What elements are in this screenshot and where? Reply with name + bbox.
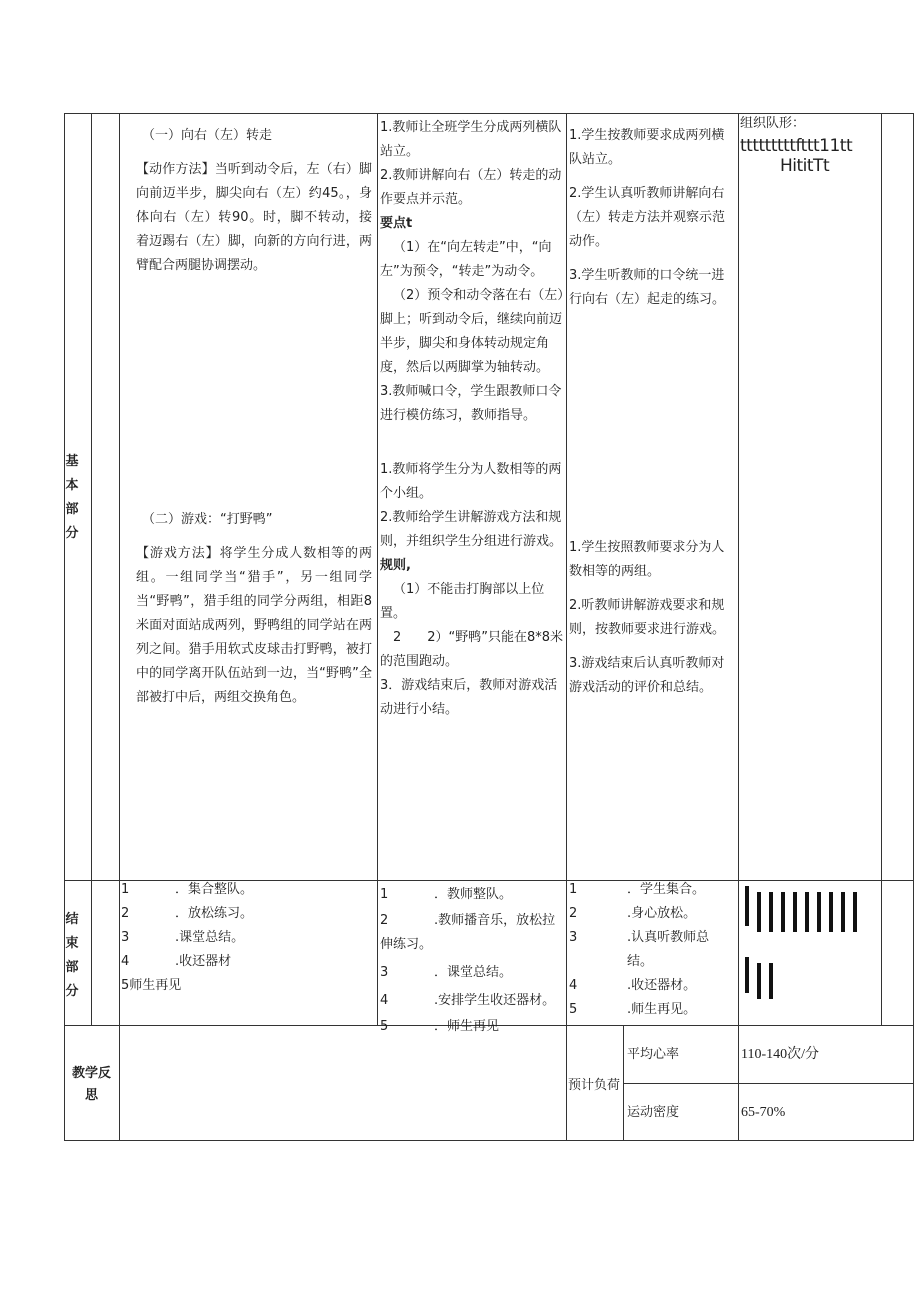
basic-student-2: 1.学生按照教师要求分为人数相等的两组。 2.听教师讲解游戏要求和规则，按教师要求进行游戏。 3.游戏结束后认真听教师对游戏活动的评价和总结。 (569, 540, 726, 695)
ending-section-label: 结 束 部 分 (65, 912, 79, 999)
basic-teacher-1: 1.教师让全班学生分成两列横队站立。 2.教师讲解向右（左）转走的动作要点并示范。 要点t （1）在“向左转走”中，“向左”为预令，“转走”为动令。 （2）预令和动令落在右（左）脚上；听到动令后，继续向前迈半步，脚尖和身体转动规定角度，然后以两脚掌为轴转动。 3.教师喊口令，学生跟教师口令进行模仿练习，教师指导。 (380, 120, 564, 423)
formation-bar (793, 892, 797, 932)
basic-content-game (136, 508, 372, 710)
formation-bar (817, 892, 821, 932)
heart-rate-label: 平均心率 (627, 1047, 680, 1062)
formation-row-2: HititTt (780, 156, 830, 176)
formation-bar (769, 892, 773, 932)
heading-game: （二）游戏：“打野鸭” (142, 512, 273, 527)
method-turn-walk: 【动作方法】当听到动令后，左（右）脚向前迈半步，脚尖向右（左）约45。，身体向右（左）转90。时，脚不转动，接着迈踢右（左）脚，向新的方向行进，两臂配合两腿协调摆动。 (136, 162, 372, 273)
formation-bar (781, 892, 785, 932)
ending-teacher: 1 ．教师整队。 2 .教师播音乐，放松拉 伸练习。 3 ．课堂总结。 4 .安排学生收还器材。 5 ．师生再见 (380, 887, 556, 1034)
method-game: 【游戏方法】将学生分成人数相等的两组。一组同学当“猎手”，另一组同学当“野鸭”，猎手组的同学分两组，相距8米面对面站成两列，野鸭组的同学站在两列之间。猎手用软式皮球击打野鸭，被打中的同学离开队伍站到一边，当“野鸭”全部被打中后，两组交换角色。 (136, 546, 372, 705)
formation-label: 组织队形： (740, 116, 806, 131)
formation-bar (805, 892, 809, 932)
formation-bar (769, 963, 773, 999)
formation-bar (757, 892, 761, 932)
exercise-density-label: 运动密度 (627, 1105, 680, 1120)
formation-row-1: tttttttttfttt11tt (740, 136, 853, 156)
formation-bar (841, 892, 845, 932)
formation-bar (745, 886, 749, 926)
ending-formation-row-1 (745, 892, 865, 932)
ending-formation-row-2 (745, 963, 781, 999)
formation-bar (829, 892, 833, 932)
formation-bar (757, 963, 761, 999)
basic-content (136, 124, 372, 278)
basic-section-label: 基 本 部 分 (65, 454, 79, 541)
exercise-density-value: 65-70% (741, 1105, 786, 1120)
heading-turn-walk: （一）向右（左）转走 (142, 128, 273, 143)
expected-load-label: 预计负荷 (568, 1078, 621, 1093)
formation-bar (853, 892, 857, 932)
heart-rate-value: 110-140次/分 (741, 1047, 820, 1062)
formation-bar (745, 957, 749, 993)
basic-teacher-2: 1.教师将学生分为人数相等的两个小组。 2.教师给学生讲解游戏方法和规则，并组织学生分组进行游戏。 规则, （1）不能击打胸部以上位置。 2 2）“野鸭”只能在8*8米的范围跑动。 3．游戏结束后，教师对游戏活动进行小结。 (380, 462, 564, 717)
basic-student-1: 1.学生按教师要求成两列横队站立。 2.学生认真听教师讲解向右（左）转走方法并观察示范动作。 3.学生听教师的口令统一进行向右（左）起走的练习。 (569, 128, 726, 307)
basic-formation (740, 112, 880, 176)
ending-student: 1 ．学生集合。 2 .身心放松。 3 .认真听教师总结。 4 .收还器材。 5 .师生再见。 (569, 882, 710, 1017)
reflection-label: 教学反 思 (71, 1066, 111, 1103)
ending-content: 1 ．集合整队。 2 ．放松练习。 3 .课堂总结。 4 .收还器材 5师生再见 (121, 882, 254, 993)
